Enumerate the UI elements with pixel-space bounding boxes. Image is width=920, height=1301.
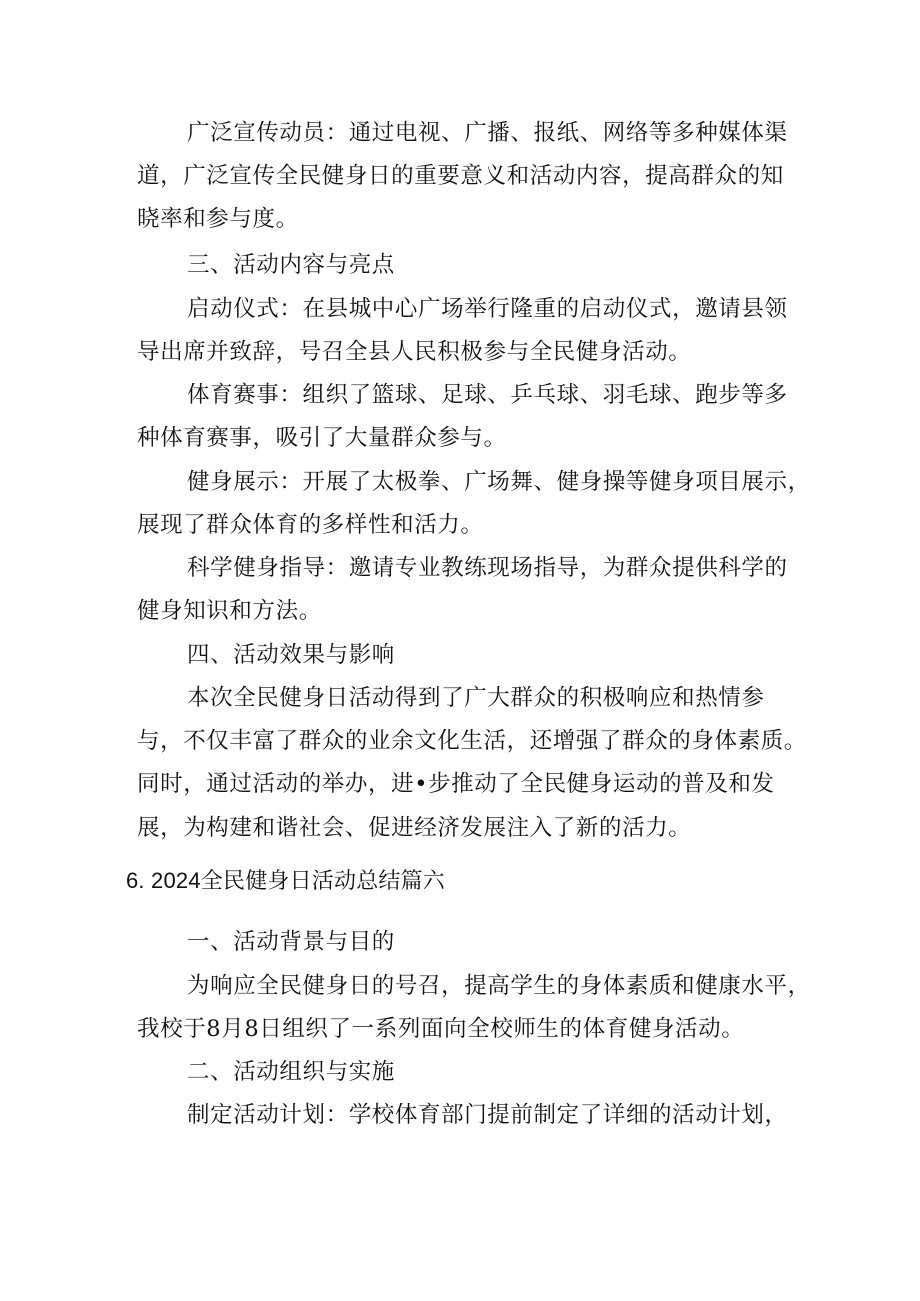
paragraph-plan-line-1: 制定活动计划：学校体育部门提前制定了详细的活动计划，	[187, 1102, 788, 1128]
section-2-title: 二、活动组织与实施	[187, 1059, 395, 1085]
article-heading: 6. 2024全民健身日活动总结篇六	[126, 868, 446, 893]
paragraph-publicity-line-2: 道，广泛宣传全民健身日的重要意义和活动内容，提高群众的知	[137, 163, 784, 189]
paragraph-sports-line-2: 种体育赛事，吸引了大量群众参与。	[137, 425, 507, 451]
section-3-title: 三、活动内容与亮点	[187, 252, 395, 278]
paragraph-sports-line-1: 体育赛事：组织了篮球、足球、乒乓球、羽毛球、跑步等多	[187, 382, 788, 408]
paragraph-fitness-show-line-1: 健身展示：开展了太极拳、广场舞、健身操等健身项目展示，	[187, 469, 811, 495]
paragraph-opening-line-2: 导出席并致辞，号召全县人民积极参与全民健身活动。	[137, 339, 692, 365]
paragraph-background-line-1: 为响应全民健身日的号召，提高学生的身体素质和健康水平，	[187, 973, 811, 999]
paragraph-publicity-line-3: 晓率和参与度。	[137, 206, 299, 232]
paragraph-effects-line-1: 本次全民健身日活动得到了广大群众的积极响应和热情参	[187, 685, 765, 711]
paragraph-effects-line-4: 展，为构建和谐社会、促进经济发展注入了新的活力。	[137, 815, 692, 841]
paragraph-background-line-2: 我校于8月8日组织了一系列面向全校师生的体育健身活动。	[137, 1016, 745, 1042]
paragraph-fitness-show-line-2: 展现了群众体育的多样性和活力。	[137, 512, 484, 538]
paragraph-publicity-line-1: 广泛宣传动员：通过电视、广播、报纸、网络等多种媒体渠	[187, 120, 788, 146]
paragraph-effects-line-3: 同时，通过活动的举办，进•步推动了全民健身运动的普及和发	[137, 771, 775, 797]
paragraph-effects-line-2: 与，不仅丰富了群众的业余文化生活，还增强了群众的身体素质。	[137, 728, 807, 754]
paragraph-guidance-line-2: 健身知识和方法。	[137, 598, 322, 624]
paragraph-guidance-line-1: 科学健身指导：邀请专业教练现场指导，为群众提供科学的	[187, 555, 788, 581]
paragraph-opening-line-1: 启动仪式：在县城中心广场举行隆重的启动仪式，邀请县领	[187, 296, 788, 322]
section-1-title: 一、活动背景与目的	[187, 929, 395, 955]
section-4-title: 四、活动效果与影响	[187, 642, 395, 668]
